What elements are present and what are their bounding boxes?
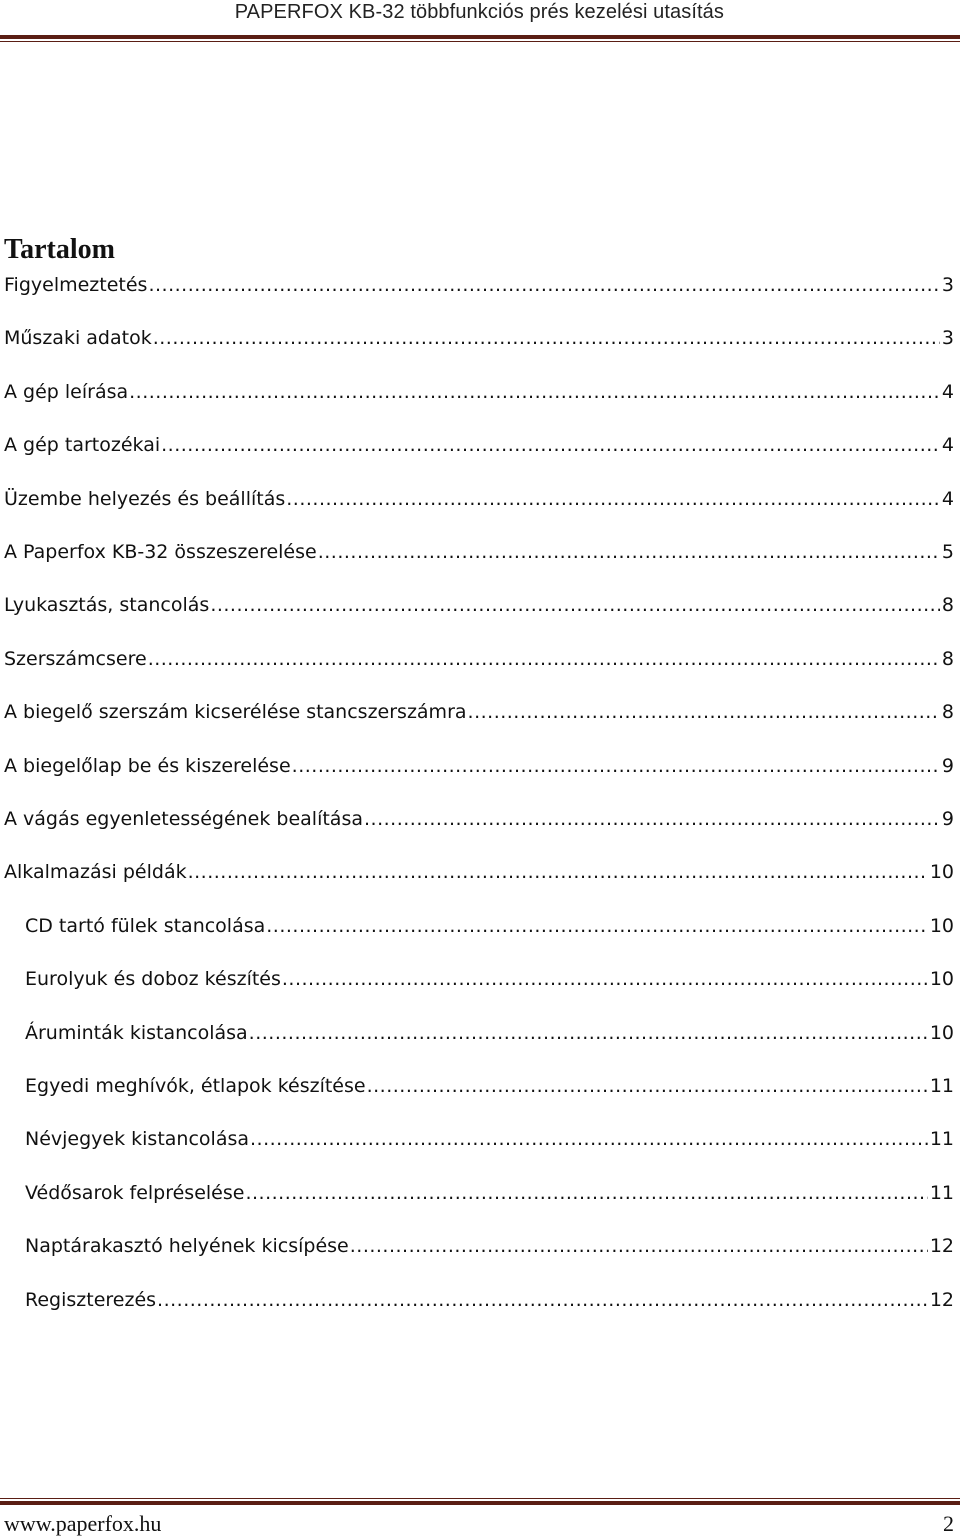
toc-entry[interactable] (25, 1182, 954, 1214)
toc-entry-page: 3 (941, 274, 954, 296)
header-title: PAPERFOX KB-32 többfunkciós prés kezelési utasítás (234, 1, 724, 23)
toc-dot-leader (153, 327, 940, 349)
toc-entry-label: A biegelő szerszám kicserélése stancszerszámra (4, 701, 467, 724)
toc-entry-page: 9 (941, 808, 954, 830)
toc-dot-leader (282, 968, 928, 990)
toc-entry-page: 10 (929, 914, 954, 937)
toc-dot-leader (367, 1075, 928, 1097)
toc-entry[interactable] (4, 701, 954, 733)
toc-entry-label: Névjegyek kistancolása (25, 1128, 250, 1151)
toc-dot-leader (129, 381, 940, 403)
toc-entry-label: Eurolyuk és doboz készítés (25, 968, 281, 991)
toc-entry-label: A gép tartozékai (4, 434, 161, 457)
toc-entry-page: 5 (941, 541, 954, 563)
toc-entry[interactable] (4, 808, 954, 840)
toc-entry[interactable] (25, 1022, 954, 1054)
toc-dot-leader (266, 915, 928, 937)
toc-entry-page: 4 (941, 487, 954, 510)
toc-entry-label: Műszaki adatok (4, 327, 152, 350)
toc-entry-label: A vágás egyenletességének bealítása (4, 808, 363, 830)
toc-entry-page: 3 (941, 327, 954, 350)
toc-entry[interactable] (4, 274, 954, 306)
toc-entry[interactable] (4, 861, 954, 893)
toc-entry-label: Szerszámcsere (4, 647, 147, 670)
toc-entry-page: 12 (929, 1288, 954, 1311)
toc-dot-leader (468, 701, 940, 723)
toc-entry-page: 10 (929, 861, 954, 884)
toc-entry-label: Védősarok felpréselése (25, 1181, 245, 1204)
toc-entry-label: Regiszterezés (25, 1288, 157, 1311)
toc-dot-leader (318, 541, 940, 563)
toc-dot-leader (286, 488, 940, 510)
toc-dot-leader (188, 861, 928, 883)
toc-entry-page: 8 (941, 594, 954, 617)
toc-dot-leader (245, 1182, 927, 1204)
toc-dot-leader (148, 648, 940, 670)
toc-entry-page: 4 (941, 380, 954, 403)
toc-dot-leader (292, 755, 940, 777)
header-rule-thin (0, 41, 960, 42)
toc-dot-leader (249, 1022, 928, 1044)
toc-entry-page: 9 (941, 754, 954, 777)
footer-rule-thick (0, 1501, 960, 1505)
toc-entry-page: 10 (929, 1021, 954, 1044)
toc-entry-label: Naptárakasztó helyének kicsípése (25, 1235, 349, 1258)
toc-entry[interactable] (25, 1075, 954, 1107)
toc-entry[interactable] (4, 434, 954, 466)
toc-entry-page: 8 (941, 701, 954, 724)
toc-entry-page: 8 (941, 647, 954, 670)
toc-entry-label: Áruminták kistancolása (25, 1021, 248, 1044)
toc-entry[interactable] (4, 541, 954, 573)
header-rule-thick (0, 35, 960, 39)
toc-entry-label: Lyukasztás, stancolás (4, 594, 210, 617)
toc-entry[interactable] (25, 1128, 954, 1160)
toc-entry-page: 12 (929, 1235, 954, 1258)
toc-dot-leader (364, 808, 940, 830)
toc-dot-leader (350, 1235, 928, 1257)
toc-entry-page: 11 (929, 1128, 954, 1151)
toc-entry[interactable] (4, 381, 954, 413)
toc-entry-label: A gép leírása (4, 380, 129, 403)
toc-entry[interactable] (4, 594, 954, 626)
toc-entry[interactable] (25, 915, 954, 947)
toc-entry-page: 11 (929, 1075, 954, 1097)
toc-title: Tartalom (4, 234, 115, 265)
toc-entry[interactable] (4, 327, 954, 359)
toc-entry-page: 4 (941, 434, 954, 457)
footer-url[interactable]: www.paperfox.hu (4, 1511, 162, 1536)
toc-entry-label: CD tartó fülek stancolása (25, 914, 266, 937)
toc-dot-leader (210, 594, 940, 616)
toc-dot-leader (148, 274, 939, 296)
toc-entry[interactable] (25, 1235, 954, 1267)
toc-entry[interactable] (25, 1289, 954, 1321)
toc-entry[interactable] (4, 755, 954, 787)
toc-entry-label: A biegelőlap be és kiszerelése (4, 754, 291, 777)
toc-entry-label: Alkalmazási példák (4, 861, 187, 884)
toc-entry-label: A Paperfox KB-32 összeszerelése (4, 541, 317, 563)
toc-entry-page: 11 (929, 1181, 954, 1204)
footer-rule-thin (0, 1498, 960, 1499)
toc-dot-leader (161, 434, 940, 456)
toc-entry[interactable] (4, 648, 954, 680)
toc-entry[interactable] (25, 968, 954, 1000)
toc-dot-leader (157, 1289, 928, 1311)
toc-entry-label: Egyedi meghívók, étlapok készítése (25, 1075, 366, 1097)
toc-entry-label: Figyelmeztetés (4, 274, 148, 296)
footer-page-number: 2 (943, 1511, 954, 1536)
toc-entry-label: Üzembe helyezés és beállítás (4, 487, 286, 510)
toc-dot-leader (250, 1128, 928, 1150)
toc-entry-page: 10 (929, 968, 954, 991)
toc-entry[interactable] (4, 488, 954, 520)
